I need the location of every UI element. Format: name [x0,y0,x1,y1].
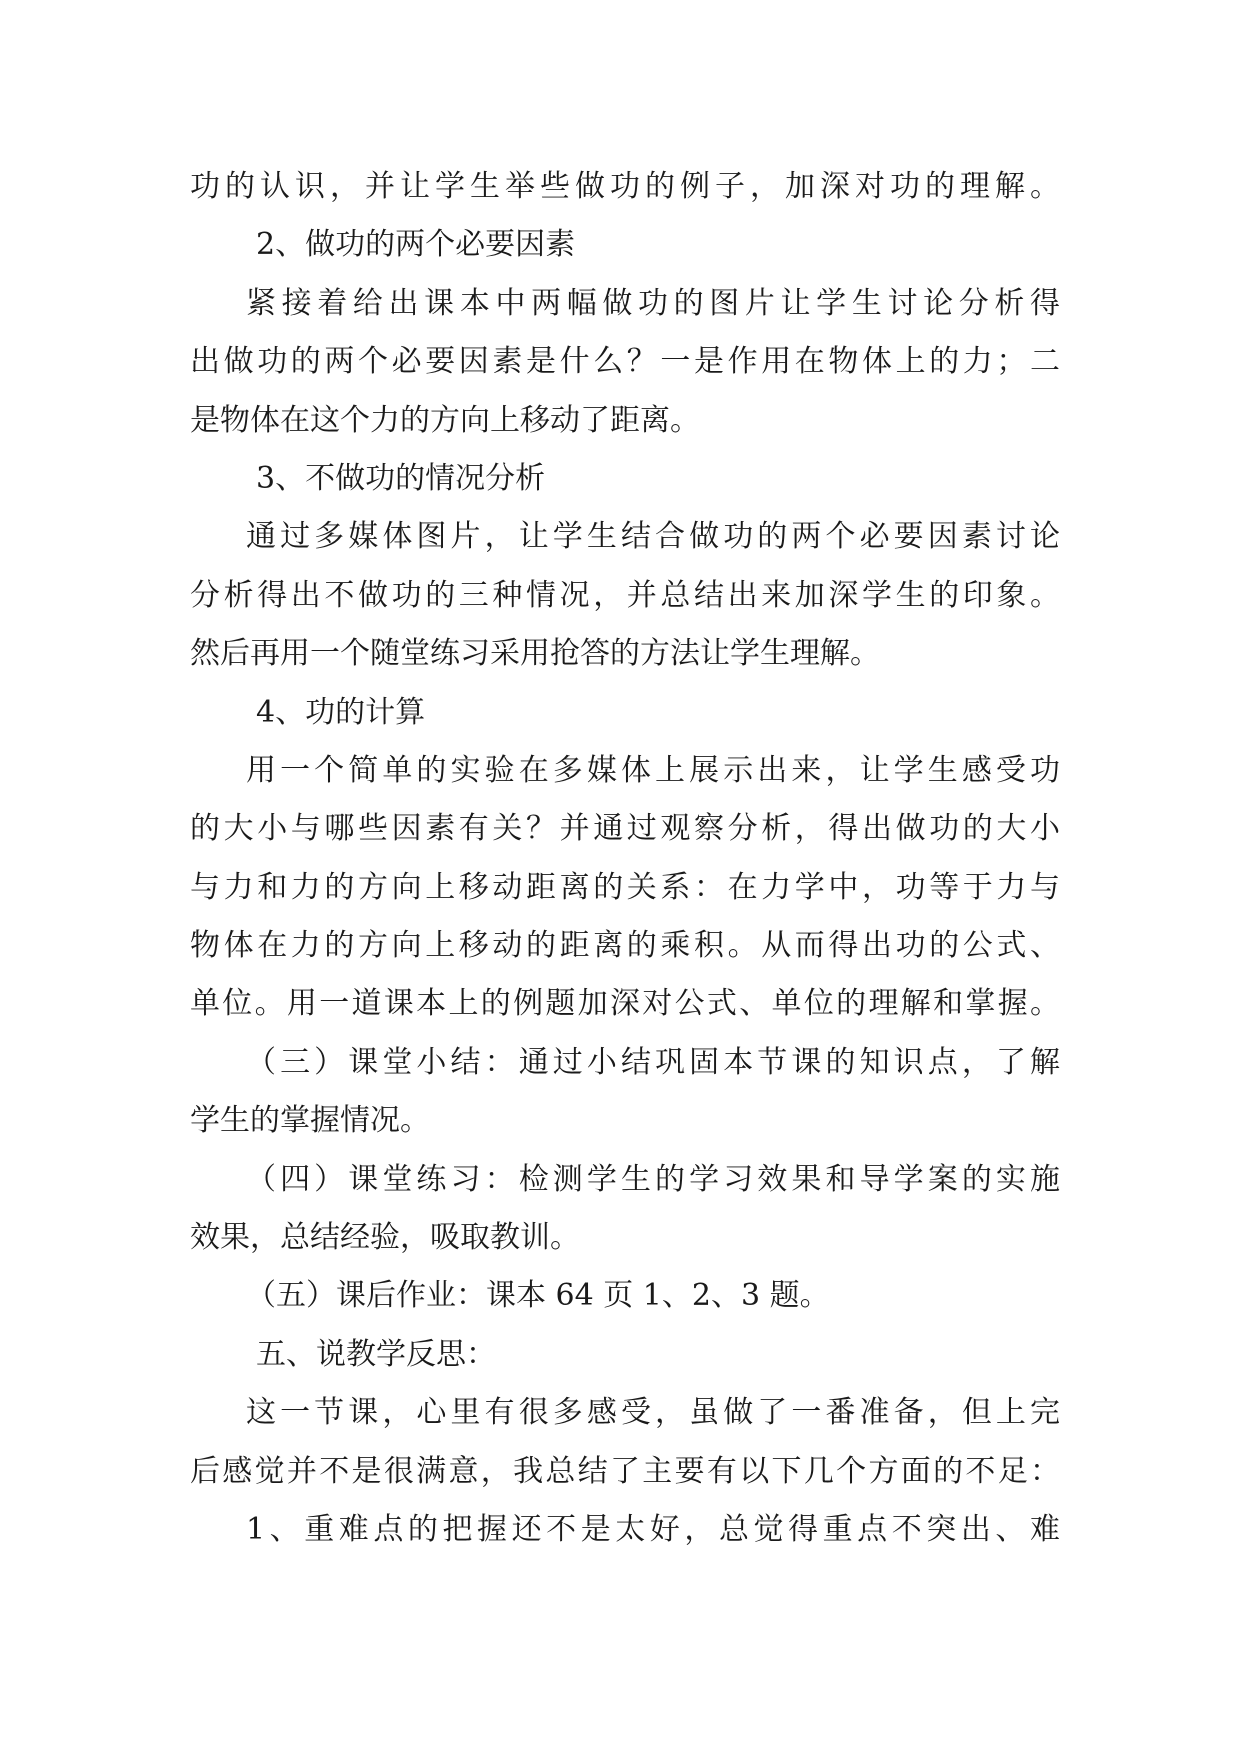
text-line-8: 分析得出不做功的三种情况，并总结出来加深学生的印象。 [190,577,1060,613]
text-line-9: 然后再用一个随堂练习采用抢答的方法让学生理解。 [190,636,880,672]
text-line-12: 的大小与哪些因素有关？并通过观察分析，得出做功的大小 [190,811,1060,847]
text-line-14: 物体在力的方向上移动的距离的乘积。从而得出功的公式、 [190,928,1060,964]
text-line-16: （三）课堂小结：通过小结巩固本节课的知识点，了解 [246,1044,1060,1080]
text-line-23: 后感觉并不是很满意，我总结了主要有以下几个方面的不足： [190,1453,1060,1489]
text-line-10: 4、功的计算 [256,694,426,730]
text-line-3: 紧接着给出课本中两幅做功的图片让学生讨论分析得 [246,285,1060,321]
text-line-1: 功的认识，并让学生举些做功的例子，加深对功的理解。 [190,169,1060,204]
text-line-4: 出做功的两个必要因素是什么？一是作用在物体上的力；二 [190,344,1060,380]
text-line-18: （四）课堂练习：检测学生的学习效果和导学案的实施 [246,1161,1060,1197]
text-line-11: 用一个简单的实验在多媒体上展示出来，让学生感受功 [246,752,1060,788]
text-line-6: 3、不做功的情况分析 [256,460,546,496]
text-line-5: 是物体在这个力的方向上移动了距离。 [190,402,700,438]
text-line-19: 效果，总结经验，吸取教训。 [190,1220,580,1256]
text-line-15: 单位。用一道课本上的例题加深对公式、单位的理解和掌握。 [190,986,1060,1022]
text-line-21: 五、说教学反思： [256,1336,496,1372]
text-line-2: 2、做功的两个必要因素 [256,227,576,263]
text-line-17: 学生的掌握情况。 [190,1103,430,1139]
text-line-22: 这一节课，心里有很多感受，虽做了一番准备，但上完 [246,1395,1060,1431]
document-body [190,158,1060,1559]
text-line-13: 与力和力的方向上移动距离的关系：在力学中，功等于力与 [190,869,1060,905]
text-line-24: 1、重难点的把握还不是太好，总觉得重点不突出、难 [246,1511,1060,1547]
text-line-20: （五）课后作业：课本 64 页 1、2、3 题。 [246,1278,830,1314]
text-line-7: 通过多媒体图片，让学生结合做功的两个必要因素讨论 [246,519,1060,555]
